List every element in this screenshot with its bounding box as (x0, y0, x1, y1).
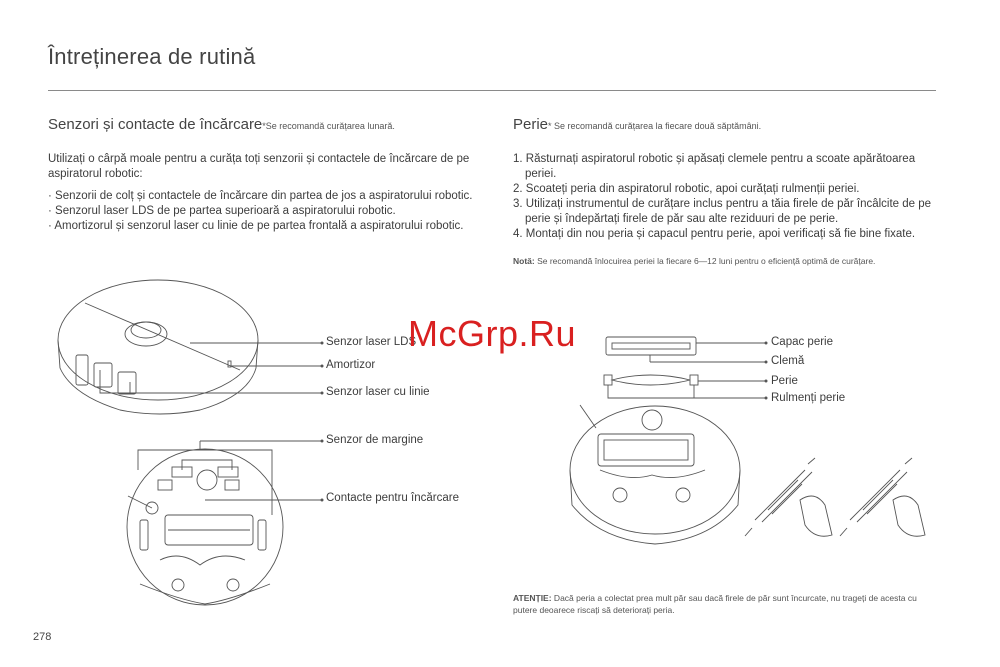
label-charging-contacts: Contacte pentru încărcare (326, 492, 459, 504)
warning-text-block (513, 592, 938, 616)
cutting-tool-illustration-2 (840, 458, 925, 536)
note-text: Se recomandă înlocuirea periei la fiecare 6—12 luni pentru o eficiență optimă de curățare. (534, 256, 876, 266)
robot-bottom-view-illustration (127, 449, 283, 605)
robot-top-view-illustration (58, 280, 258, 414)
sensors-heading-note: *Se recomandă curățarea lunară. (262, 121, 395, 131)
note-label: Notă: (513, 256, 535, 266)
brush-heading: Perie (513, 116, 549, 133)
brush-roll-illustration (604, 375, 698, 385)
list-item: 4. Montați din nou peria și capacul pentru perie, apoi verificați să fie bine fixate. (513, 228, 916, 240)
sensors-intro: Utilizați o cârpă moale pentru a curăța toți senzorii și contactele de încărcare de pe aspiratorul robotic: (48, 153, 470, 180)
list-item: · Amortizorul și senzorul laser cu linie de pe partea frontală a aspiratorului robotic. (48, 220, 464, 232)
list-item: · Senzorul laser LDS de pe partea superioară a aspiratorului robotic. (48, 205, 396, 217)
list-item: · Senzorii de colț și contactele de încărcare din partea de jos a aspiratorului robotic. (48, 190, 473, 202)
robot-underside-illustration (570, 405, 740, 544)
label-bumper: Amortizor (326, 359, 376, 371)
label-brush: Perie (771, 375, 798, 387)
warning-text: Dacă peria a colectat prea mult păr sau dacă firele de păr sunt încurcate, nu trageți de acesta cu putere deoarece riscați să deteriorați peria. (513, 593, 917, 615)
brush-heading-note: * Se recomandă curățarea la fiecare două săptămâni. (548, 121, 762, 131)
label-clip: Clemă (771, 355, 805, 367)
sensors-heading: Senzori și contacte de încărcare (48, 116, 263, 133)
list-item: 2. Scoateți peria din aspiratorul robotic, apoi curățați rulmenții periei. (513, 183, 860, 195)
page-number: 278 (33, 631, 52, 643)
label-lds-sensor: Senzor laser LDS (326, 336, 417, 348)
list-item: 1. Răsturnați aspiratorul robotic și apăsați clemele pentru a scoate apărătoarea periei. (513, 153, 916, 180)
watermark: McGrp.Ru (408, 313, 577, 354)
list-item: 3. Utilizați instrumentul de curățare inclus pentru a tăia firele de păr încâlcite de pe perie și îndepărtați firele de păr sau alte reziduuri de pe perie. (513, 198, 932, 225)
brush-cover-illustration (606, 337, 696, 355)
label-edge-sensor: Senzor de margine (326, 434, 424, 446)
label-line-laser: Senzor laser cu linie (326, 386, 430, 398)
label-brush-bearings: Rulmenți perie (771, 392, 846, 404)
page-title: Întreținerea de rutină (48, 44, 256, 69)
cutting-tool-illustration-1 (745, 458, 832, 536)
warning-label: ATENȚIE: (513, 593, 552, 603)
label-brush-cover: Capac perie (771, 336, 834, 348)
